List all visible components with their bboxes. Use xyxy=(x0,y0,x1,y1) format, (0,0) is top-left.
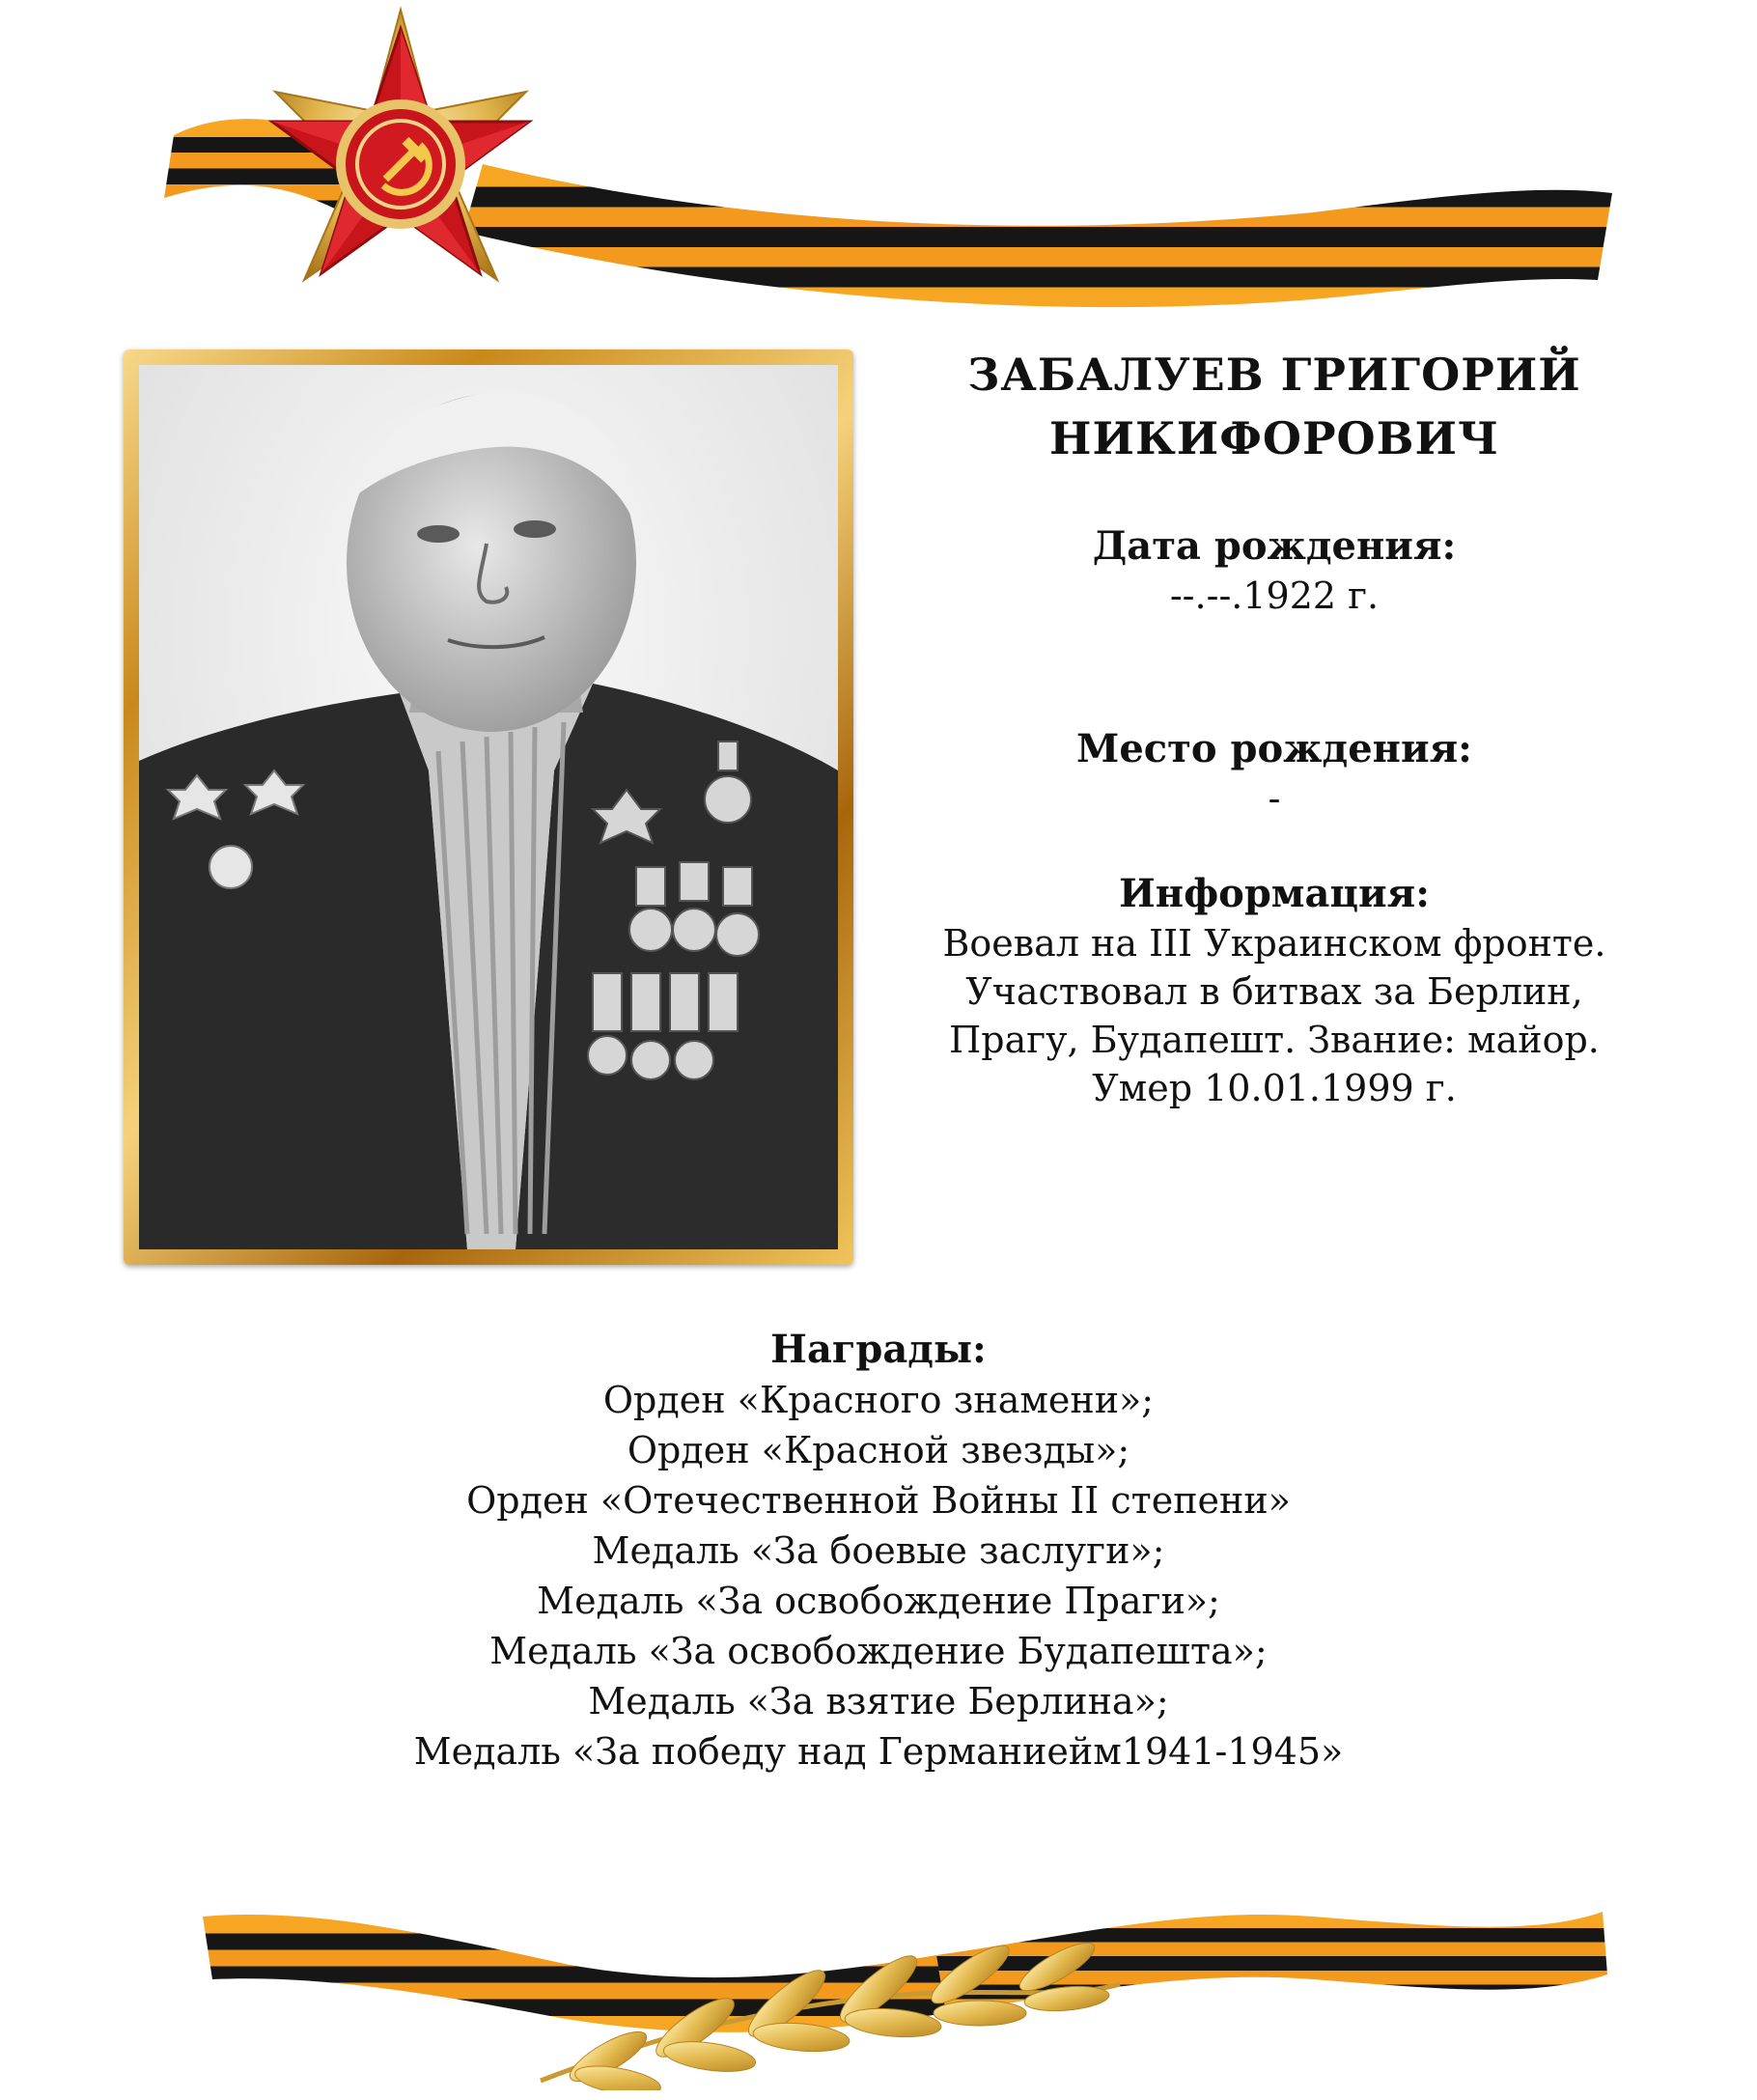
photo-frame xyxy=(124,350,853,1265)
birth-place-label: Место рождения: xyxy=(1076,726,1472,771)
award-item: Медаль «За взятие Берлина»; xyxy=(588,1680,1169,1722)
award-item: Медаль «За освобождение Праги»; xyxy=(537,1580,1220,1622)
info-line: Умер 10.01.1999 г. xyxy=(1092,1067,1457,1109)
birth-place-block xyxy=(850,724,1699,823)
info-line: Воевал на III Украинском фронте. xyxy=(942,922,1606,965)
awards-label: Награды: xyxy=(770,1327,987,1372)
info-block xyxy=(850,869,1699,1112)
award-item: Орден «Красного знамени»; xyxy=(602,1379,1155,1421)
portrait-photo xyxy=(139,365,838,1249)
birth-place-value: - xyxy=(1268,777,1281,820)
info-label: Информация: xyxy=(1119,871,1430,916)
order-emblem-ribbon xyxy=(145,0,1632,328)
name-line-1: ЗАБАЛУЕВ ГРИГОРИЙ xyxy=(967,349,1581,401)
name-line-2: НИКИФОРОВИЧ xyxy=(1049,412,1499,464)
award-item: Медаль «За победу над Германиейм1941-1945» xyxy=(413,1730,1344,1773)
person-name xyxy=(850,343,1699,470)
birth-date-value: --.--.1922 г. xyxy=(1169,574,1380,617)
ribbon-laurel-decoration xyxy=(203,1897,1612,2090)
award-item: Орден «Красной звезды»; xyxy=(627,1429,1130,1471)
awards-block xyxy=(290,1325,1467,1777)
birth-date-label: Дата рождения: xyxy=(1092,523,1457,569)
birth-date-block xyxy=(850,521,1699,620)
info-line: Прагу, Будапешт. Звание: майор. xyxy=(949,1019,1600,1061)
award-item: Орден «Отечественной Войны II степени» xyxy=(466,1479,1291,1522)
info-line: Участвовал в битвах за Берлин, xyxy=(965,970,1583,1013)
award-item: Медаль «За боевые заслуги»; xyxy=(592,1529,1165,1572)
award-item: Медаль «За освобождение Будапешта»; xyxy=(489,1630,1268,1672)
